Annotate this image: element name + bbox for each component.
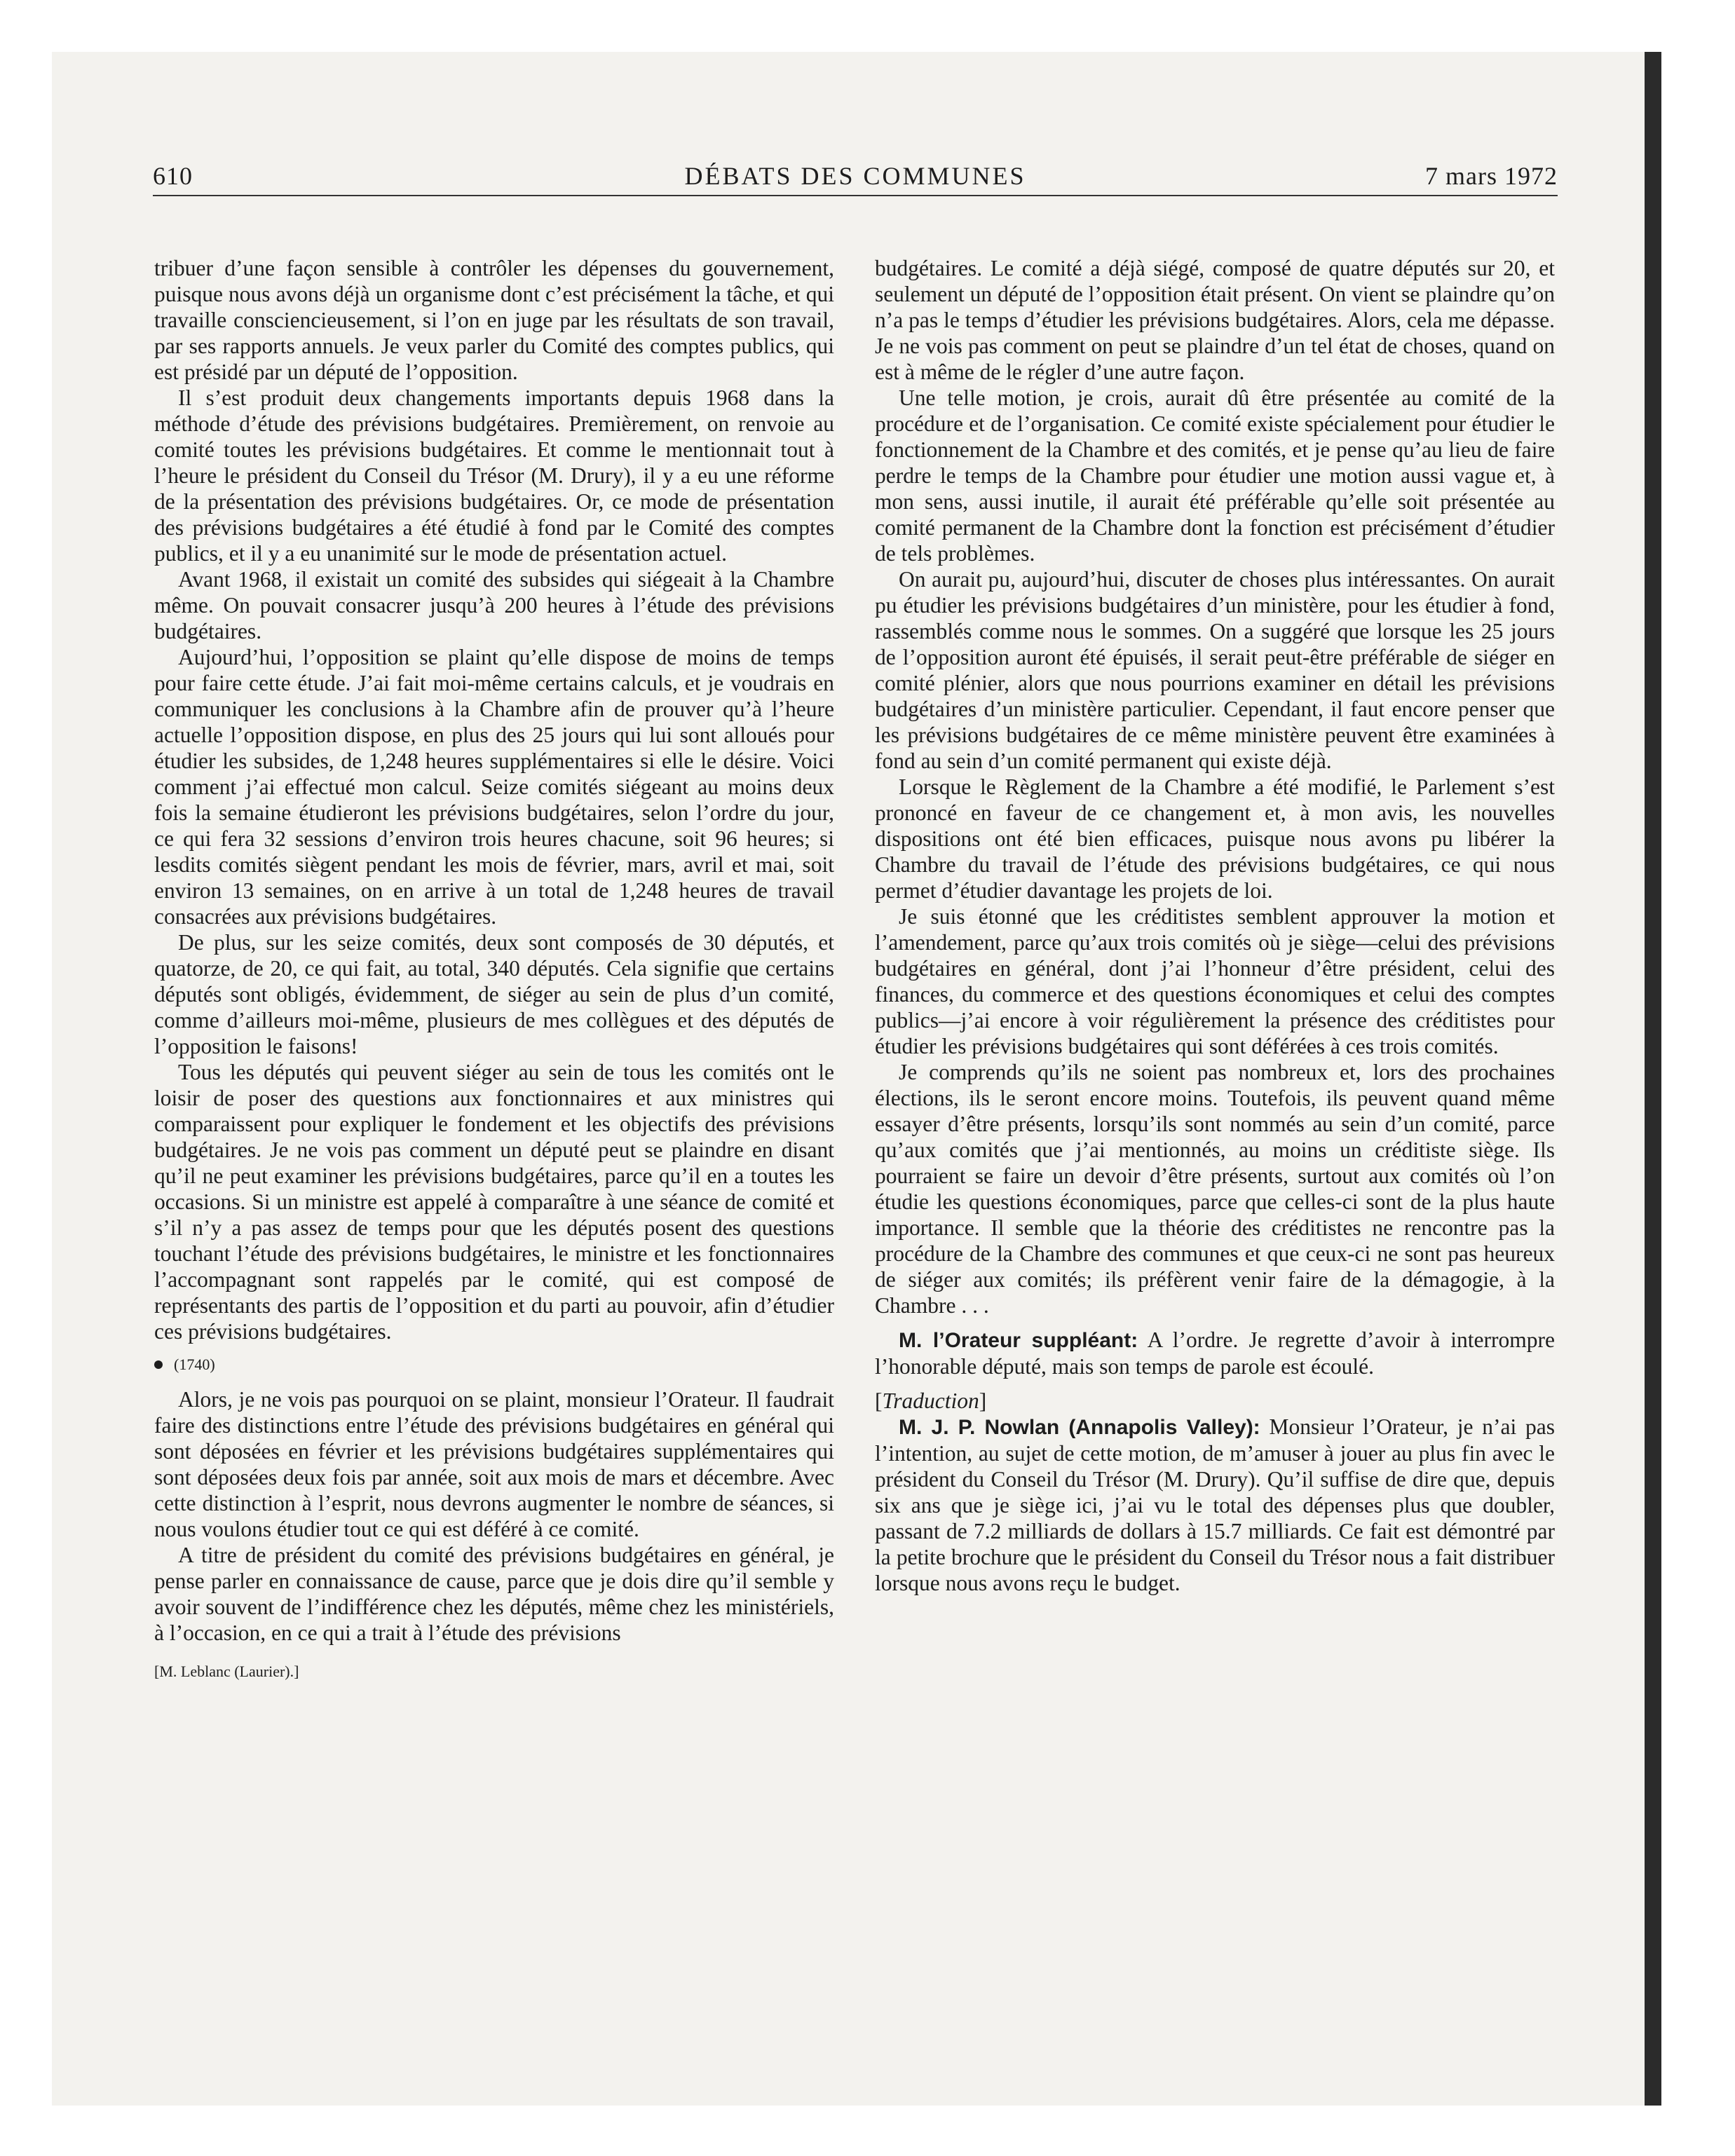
paragraph: On aurait pu, aujourd’hui, discuter de choses plus intéressantes. On aurait pu étudier les prévisions budgétaires d’un ministère, pour les étudier à fond, rassemblés comme nous le sommes. On a suggéré que lorsque les 25 jours de l’opposition auront été épuisés, il serait peut-être préférable de siéger en comité plénier, alors que nous pourrions examiner en détail les prévisions budgétaires d’un ministère particulier. Cependant, il faut encore penser que les prévisions budgétaires de ce même ministère peuvent être examinées à fond au sein d’un comité permanent qui existe déjà. — [875, 567, 1555, 773]
paragraph: Lorsque le Règlement de la Chambre a été modifié, le Parlement s’est prononcé en faveur de ce changement et, à mon avis, les nouvelles dispositions ont été bien efficaces, puisque nous avons pu libérer la Chambre du travail de l’étude des prévisions budgétaires, ce qui nous permet d’étudier davantage les projets de loi. — [875, 775, 1555, 903]
left-column — [154, 255, 834, 1682]
paragraph: tribuer d’une façon sensible à contrôler les dépenses du gouvernement, puisque nous avons déjà un organisme dont c’est précisément la tâche, et qui travaille consciencieusement, si l’on en juge par les résultats de son travail, par ses rapports annuels. Je veux parler du Comité des comptes publics, qui est présidé par un député de l’opposition. — [154, 256, 834, 384]
page-header — [153, 163, 1558, 196]
speaker-name: M. J. P. Nowlan (Annapolis Valley): — [899, 1416, 1260, 1439]
time-marker — [154, 1354, 834, 1375]
page-number: 610 — [153, 162, 193, 190]
bullet-icon — [154, 1360, 163, 1369]
paragraph: Je comprends qu’ils ne soient pas nombreux et, lors des prochaines élections, ils le seront encore moins. Toutefois, ils peuvent quand même essayer d’être présents, lorsqu’ils sont nommés au sein d’un comité, parce qu’aux comités que j’ai mentionnés, au moins un créditiste siège. Ils pourraient se faire un devoir d’être présents, surtout aux comités où l’on étudie les questions économiques, parce que celles-ci sont de la plus haute importance. Il semble que la théorie des créditistes ne rencontre pas la procédure de la Chambre des communes et que ceux-ci ne sont pas heureux de siéger aux comités; ils préfèrent venir faire de la démagogie, à la Chambre . . . — [875, 1060, 1555, 1318]
paragraph: budgétaires. Le comité a déjà siégé, composé de quatre députés sur 20, et seulement un député de l’opposition était présent. On vient se plaindre qu’on n’a pas le temps d’étudier les prévisions budgétaires. Alors, cela me dépasse. Je ne vois pas comment on peut se plaindre d’un tel état de choses, quand on est à même de le régler d’une autre façon. — [875, 256, 1555, 384]
speaker-footnote: [M. Leblanc (Laurier).] — [154, 1663, 299, 1680]
speaker-paragraph — [875, 1327, 1555, 1379]
right-column — [875, 255, 1555, 1596]
paragraph: Alors, je ne vois pas pourquoi on se plaint, monsieur l’Orateur. Il faudrait faire des distinctions entre l’étude des prévisions budgétaires en général qui sont déposées en février et les prévisions budgétaires supplémentaires qui sont déposées deux fois par année, soit aux mois de mars et décembre. Avec cette distinction à l’esprit, nous devrons augmenter le nombre de séances, si nous voulons étudier tout ce qui est déféré à ce comité. — [154, 1387, 834, 1541]
paragraph: De plus, sur les seize comités, deux sont composés de 30 députés, et quatorze, de 20, ce qui fait, au total, 340 députés. Cela signifie que certains députés sont obligés, évidemment, de siéger au sein de plus d’un comité, comme d’ailleurs moi-même, plusieurs de mes collègues et des députés de l’opposition le faisons! — [154, 930, 834, 1058]
paragraph: Avant 1968, il existait un comité des subsides qui siégeait à la Chambre même. On pouvait consacrer jusqu’à 200 heures à l’étude des prévisions budgétaires. — [154, 567, 834, 643]
translation-note: [ Traduction ] — [875, 1388, 1555, 1414]
paragraph: Tous les députés qui peuvent siéger au sein de tous les comités ont le loisir de poser des questions aux fonctionnaires et aux ministres qui comparaissent pour expliquer le fondement et les objectifs des prévisions budgétaires. Je ne vois pas comment un député peut se plaindre en disant qu’il ne peut examiner les prévisions budgétaires, parce qu’il en a toutes les occasions. Si un ministre est appelé à comparaître à une séance de comité et s’il n’y a pas assez de temps pour que les députés posent des questions touchant l’étude des prévisions budgétaires, le ministre et les fonctionnaires l’accompagnant sont rappelés par le comité, qui est composé de représentants des partis de l’opposition et du parti au pouvoir, afin d’étudier ces prévisions budgétaires. — [154, 1060, 834, 1344]
paragraph: Je suis étonné que les créditistes semblent approuver la motion et l’amendement, parce qu’aux trois comités où je siège—celui des prévisions budgétaires en général, dont j’ai l’honneur d’être président, celui des finances, du commerce et des questions économiques et celui des comptes publics—j’ai encore à voir régulièrement la présence des créditistes pour étudier les prévisions budgétaires qui sont déférées à ces trois comités. — [875, 904, 1555, 1058]
speaker-text: Monsieur l’Orateur, je n’ai pas l’intention, au sujet de cette motion, de m’amuser à jouer au plus fin avec le président du Conseil du Trésor (M. Drury). Qu’il suffise de dire que, depuis six ans que je siège ici, j’ai vu le total des dépenses plus que doubler, passant de 7.2 milliards de dollars à 15.7 milliards. Ce fait est démontré par la petite brochure que le président du Conseil du Trésor nous a fait distribuer lorsque nous avons reçu le budget. — [875, 1414, 1555, 1595]
paragraph: Une telle motion, je crois, aurait dû être présentée au comité de la procédure et de l’organisation. Ce comité existe spécialement pour étudier le fonctionnement de la Chambre et des comités, et je pense qu’au lieu de faire perdre le temps de la Chambre pour étudier une motion aussi vague et, à mon sens, aussi inutile, il aurait été préférable qu’elle soit présentée au comité permanent de la Chambre dont la fonction est précisément d’étudier de tels problèmes. — [875, 386, 1555, 566]
paragraph: Aujourd’hui, l’opposition se plaint qu’elle dispose de moins de temps pour faire cette étude. J’ai fait moi-même certains calculs, et je voudrais en communiquer les conclusions à la Chambre afin de prouver qu’à l’heure actuelle l’opposition dispose, en plus des 25 jours qui lui sont alloués pour étudier les subsides, de 1,248 heures supplémentaires si elle le désire. Voici comment j’ai effectué mon calcul. Seize comités siégeant au moins deux fois la semaine étudieront les prévisions budgétaires, selon l’ordre du jour, ce qui fera 32 sessions d’environ trois heures chacune, soit 96 heures; si lesdits comités siègent pendant les mois de février, mars, avril et mai, soit environ 13 semaines, on en arrive à un total de 1,248 heures de travail consacrées aux prévisions budgétaires. — [154, 645, 834, 929]
paragraph: Il s’est produit deux changements importants depuis 1968 dans la méthode d’étude des prévisions budgétaires. Premièrement, on renvoie au comité toutes les prévisions budgétaires. Et comme le mentionnait tout à l’heure le président du Conseil du Trésor (M. Drury), il y a eu une réforme de la présentation des prévisions budgétaires. Or, ce mode de présentation des prévisions budgétaires a été étudié à fond par le Comité des comptes publics, et il y a eu unanimité sur le mode de présentation actuel. — [154, 386, 834, 566]
speaker-paragraph — [875, 1414, 1555, 1596]
scan-edge-shadow — [1645, 52, 1661, 2106]
time-marker-label: (1740) — [174, 1356, 215, 1373]
speaker-name: M. l’Orateur suppléant: — [899, 1329, 1138, 1352]
page-date: 7 mars 1972 — [1425, 162, 1558, 190]
publication-title: DÉBATS DES COMMUNES — [684, 162, 1026, 190]
speaker-text: A l’ordre. Je regrette d’avoir à interrompre l’honorable député, mais son temps de parole est écoulé. — [875, 1328, 1555, 1379]
paragraph: A titre de président du comité des prévisions budgétaires en général, je pense parler en connaissance de cause, parce que je dois dire qu’il semble y avoir souvent de l’indifférence chez les députés, même chez les ministériels, à l’occasion, en ce qui a trait à l’étude des prévisions — [154, 1543, 834, 1645]
